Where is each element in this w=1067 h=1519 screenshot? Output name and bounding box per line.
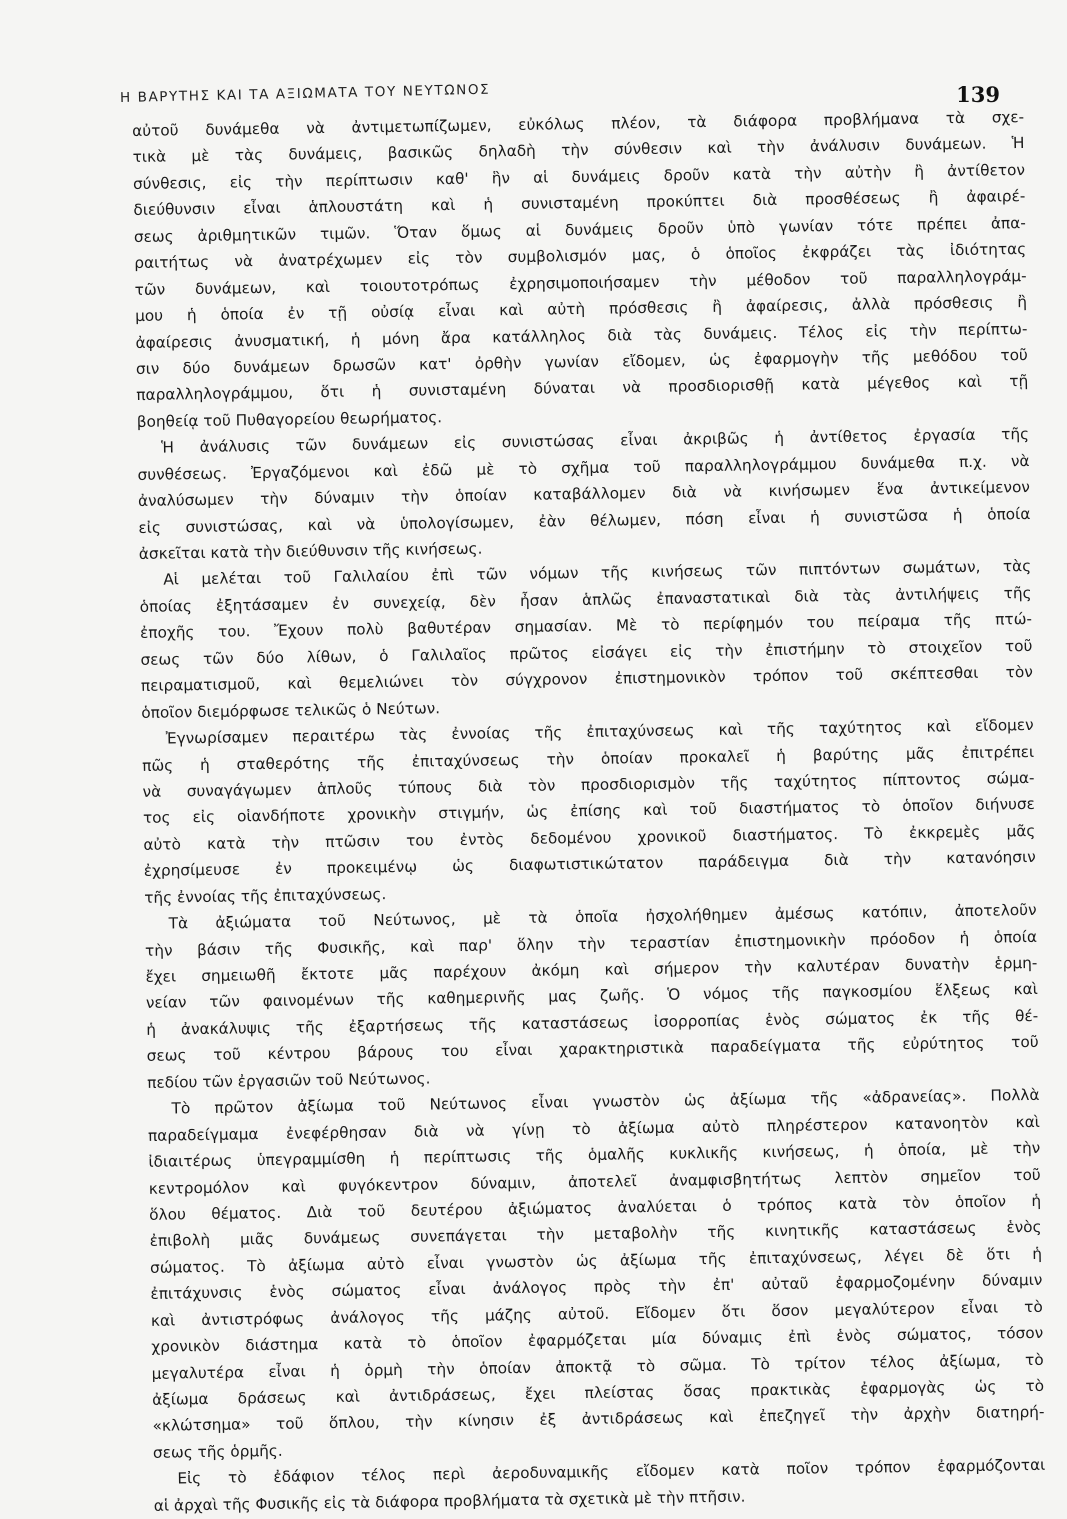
text-line: ὁποῖον διεμόρφωσε τελικῶς ὁ Νεύτων. (141, 698, 441, 722)
text-line: Ἡ ἀνάλυσις τῶν δυνάμεων εἰς συνιστώσας εἶναι ἀκριβῶς ἡ ἀντίθετος ἐργασία τῆς (161, 425, 1030, 457)
text-line: νείαν τῶν φαινομένων τῆς καθημερινῆς μας ζωῆς. Ὁ νόμος τῆς παγκοσμίου ἕλξεως καὶ (145, 980, 1038, 1013)
text-line: τος εἰς οἱανδήποτε χρονικὴν στιγμήν, ὡς ἐπίσης καὶ τοῦ διαστήματος τὸ ὁποῖον διήνυσε (142, 795, 1036, 828)
text-line: σεως τοῦ κέντρου βάρους του εἶναι χαρακτηριστικὰ παραδείγματα τῆς εὐρύτητος τοῦ (146, 1033, 1039, 1066)
text-line: σιν δύο δυνάμεων δρωσῶν κατ' ὀρθὴν γωνίαν εἴδομεν, ὡς ἐφαρμογὴν τῆς μεθόδου τοῦ (135, 345, 1028, 378)
text-line: τῆς ἐννοίας τῆς ἐπιταχύνσεως. (144, 884, 387, 907)
text-line: κεντρομόλον καὶ φυγόκεντρον δύναμιν, ἀποτελεῖ ἀναμφισβητήτως λεπτὸν σημεῖον τοῦ (148, 1165, 1041, 1198)
text-line: ὁποίας ἐξητάσαμεν ἐν συνεχείᾳ, δὲν ἦσαν ἁπλῶς ἐπαναστατικαὶ διὰ τὰς ἀντιλήψεις τῆς (139, 583, 1032, 616)
text-line: σεως τῆς ὁρμῆς. (152, 1441, 283, 1462)
text-line: τικὰ μὲ τὰς δυνάμεις, βασικῶς δηλαδὴ τὴν σύνθεσιν καὶ τὴν ἀνάλυσιν δυνάμεων. Ἡ (132, 134, 1025, 167)
text-line: διεύθυνσιν εἶναι ἁπλουστάτη καὶ ἡ συνισταμένη προκύπτει διὰ προσθέσεως ἢ ἀφαιρέ- (133, 187, 1026, 220)
text-line: ἡ ἀνακάλυψις τῆς ἐξαρτήσεως τῆς καταστάσεως ἰσορροπίας ἑνὸς σώματος ἐκ τῆς θέ- (146, 1006, 1039, 1039)
page-number: 139 (956, 82, 1000, 107)
text-line: ἀφαίρεσις ἀνυσματική, ἡ μόνη ἄρα κατάλληλος διὰ τὰς δυνάμεις. Τέλος εἰς τὴν περίπτω- (135, 319, 1028, 352)
body-text (132, 104, 1046, 1519)
text-line: παραλληλογράμμου, ὅτι ἡ συνισταμένη δύναται νὰ προσδιορισθῇ κατὰ μέγεθος καὶ τῇ (136, 372, 1029, 405)
text-line: εἰς συνιστώσας, καὶ νὰ ὑπολογίσωμεν, ἐὰν θέλωμεν, πόση εἶναι ἡ συνιστῶσα ἡ ὁποία (138, 504, 1031, 537)
text-line: πεδίου τῶν ἐργασιῶν τοῦ Νεύτωνος. (147, 1069, 431, 1092)
text-line: ἐχρησίμευσε ἐν προκειμένῳ ὡς διαφωτιστικώτατον παράδειγμα διὰ τὴν κατανόησιν (143, 848, 1036, 881)
text-line: Αἱ μελέται τοῦ Γαλιλαίου ἐπὶ τῶν νόμων τῆς κινήσεως τῶν πιπτόντων σωμάτων, τὰς (163, 557, 1032, 590)
text-line: ἀναλύσωμεν τὴν δύναμιν τὴν ὁποίαν καταβάλλομεν διὰ νὰ κινήσωμεν ἕνα ἀντικείμενον (137, 478, 1031, 511)
text-line: ἐπιβολὴ μιᾶς δυνάμεως συνεπάγεται τὴν μεταβολὴν τῆς κινητικῆς καταστάσεως ἑνὸς (149, 1218, 1042, 1251)
text-line: Τὸ πρῶτον ἀξίωμα τοῦ Νεύτωνος εἶναι γνωστὸν ὡς ἀξίωμα τῆς «ἀδρανείας». Πολλὰ (171, 1086, 1040, 1118)
text-line: ἔχει σημειωθῆ ἔκτοτε μᾶς παρέχουν ἀκόμη καὶ σήμερον τὴν καλυτέραν δυνατὴν ἑρμη- (145, 953, 1038, 986)
text-line: σώματος. Τὸ ἀξίωμα αὐτὸ εἶναι γνωστὸν ὡς ἀξίωμα τῆς ἐπιταχύνσεως, λέγει δὲ ὅτι ἡ (149, 1244, 1043, 1277)
text-line: ὅλου θέματος. Διὰ τοῦ δευτέρου ἀξιώματος ἀναλύεται ὁ τρόπος κατὰ τὸν ὁποῖον ἡ (149, 1191, 1042, 1224)
text-line: Τὰ ἀξιώματα τοῦ Νεύτωνος, μὲ τὰ ὁποῖα ἠσχολήθημεν ἀμέσως κατόπιν, ἀποτελοῦν (168, 901, 1037, 933)
text-line: καὶ ἀντιστρόφως ἀνάλογος τῆς μάζης αὐτοῦ. Εἴδομεν ὅτι ὅσον μεγαλύτερον εἶναι τὸ (150, 1297, 1043, 1330)
text-line: πειραματισμοῦ, καὶ θεμελιώνει τὸν σύγχρονον ἐπιστημονικὸν τρόπον τοῦ σκέπτεσθαι τὸν (140, 663, 1033, 696)
text-line: μου ἡ ὁποία ἐν τῇ οὐσίᾳ εἶναι καὶ αὐτὴ πρόσθεσις ἢ ἀφαίρεσις, ἀλλὰ πρόσθεσις ἢ (134, 293, 1028, 326)
text-line: σύνθεσις, εἰς τὴν περίπτωσιν καθ' ἣν αἱ δυνάμεις δροῦν κατὰ τὴν αὐτὴν ἢ ἀντίθετον (132, 160, 1026, 193)
text-line: τὴν βάσιν τῆς Φυσικῆς, καὶ παρ' ὅλην τὴν τεραστίαν ἐπιστημονικὴν πρόοδον ἡ ὁποία (144, 927, 1038, 960)
text-line: μεγαλυτέρα εἶναι ἡ ὁρμὴ τὴν ὁποίαν ἀποκτᾷ τὸ σῶμα. Τὸ τρίτον τέλος ἀξίωμα, τὸ (151, 1350, 1044, 1383)
text-line: ραιτήτως νὰ ἀνατρέχωμεν εἰς τὸν συμβολισμόν μας, ὁ ὁποῖος ἐκφράζει τὰς ἰδιότητας (134, 240, 1027, 273)
text-line: τῶν δυνάμεων, καὶ τοιουτοτρόπως ἐχρησιμοποιήσαμεν τὴν μέθοδον τοῦ παραλληλογράμ- (134, 266, 1027, 299)
text-line: πῶς ἡ σταθερότης τῆς ἐπιταχύνσεως τὴν ὁποίαν προκαλεῖ ἡ βαρύτης μᾶς ἐπιτρέπει (142, 742, 1035, 775)
text-line: αἱ ἀρχαὶ τῆς Φυσικῆς εἰς τὰ διάφορα προβλήματα τὰ σχετικὰ μὲ τὴν πτῆσιν. (153, 1487, 746, 1515)
text-line: αὐτοῦ δυνάμεθα νὰ ἀντιμετωπίζωμεν, εὐκόλως πλέον, τὰ διάφορα προβλήμανα τὰ σχε- (132, 107, 1025, 140)
text-line: σεως τῶν δύο λίθων, ὁ Γαλιλαῖος πρῶτος εἰσάγει εἰς τὴν ἐπιστήμην τὸ στοιχεῖον τοῦ (140, 636, 1033, 669)
text-line: βοηθείᾳ τοῦ Πυθαγορείου θεωρήματος. (136, 407, 443, 431)
text-line: ἀξίωμα δράσεως καὶ ἀντιδράσεως, ἔχει πλείστας ὅσας πρακτικὰς ἐφαρμογὰς ὡς τὸ (151, 1376, 1045, 1409)
text-line: ἀσκεῖται κατὰ τὴν διεύθυνσιν τῆς κινήσεως. (138, 539, 483, 563)
text-line: νὰ συναγάγωμεν ἁπλοῦς τύπους διὰ τὸν προσδιορισμὸν τῆς ταχύτητος πίπτοντος σώμα- (142, 768, 1035, 801)
text-line: ἰδιαιτέρως ὑπεγραμμίσθη ἡ περίπτωσις τῆς ὁμαλῆς κυκλικῆς κινήσεως, ἡ ὁποία, μὲ τὴν (148, 1138, 1041, 1171)
text-line: «κλώτσημα» τοῦ ὅπλου, τὴν κίνησιν ἐξ ἀντιδράσεως καὶ ἐπεζηγεῖ τὴν ἀρχὴν διατηρή- (152, 1403, 1045, 1436)
running-head: Η ΒΑΡΥΤΗΣ ΚΑΙ ΤΑ ΑΞΙΩΜΑΤΑ ΤΟΥ ΝΕΥΤΩΝΟΣ (119, 81, 491, 106)
text-line: Εἰς τὸ ἐδάφιον τέλος περὶ ἀεροδυναμικῆς εἴδομεν κατὰ ποῖον τρόπον ἐφαρμόζονται (177, 1456, 1046, 1488)
text-line: σεως ἀριθμητικῶν τιμῶν. Ὅταν ὅμως αἱ δυνάμεις δροῦν ὑπὸ γωνίαν τότε πρέπει ἀπα- (133, 213, 1026, 246)
text-line: αὐτὸ κατὰ τὴν πτῶσιν του ἐντὸς δεδομένου χρονικοῦ διαστήματος. Τὸ ἐκκρεμὲς μᾶς (143, 821, 1036, 854)
text-line: Ἐγνωρίσαμεν περαιτέρω τὰς ἐννοίας τῆς ἐπιταχύνσεως καὶ τῆς ταχύτητος καὶ εἴδομεν (165, 715, 1034, 748)
text-line: παραδείγμαμα ἐνεφέρθησαν διὰ νὰ γίνῃ τὸ ἀξίωμα αὐτὸ πληρέστερον κατανοητὸν καὶ (147, 1112, 1041, 1145)
text-line: συνθέσεως. Ἐργαζόμενοι καὶ ἐδῶ μὲ τὸ σχῆμα τοῦ παραλληλογράμμου δυνάμεθα π.χ. νὰ (137, 451, 1030, 484)
text-line: ἐπιτάχυνσις ἑνὸς σώματος εἶναι ἀνάλογος πρὸς τὴν ἐπ' αὐταῦ ἐφαρμοζομένην δύναμιν (150, 1271, 1043, 1304)
text-line: χρονικὸν διάστημα κατὰ τὸ ὁποῖον ἐφαρμόζεται μία δύναμις ἐπὶ ἑνὸς σώματος, τόσον (151, 1323, 1044, 1356)
text-line: ἐποχῆς του. Ἔχουν πολὺ βαθυτέραν σημασίαν. Μὲ τὸ περίφημόν του πείραμα τῆς πτώ- (139, 610, 1033, 643)
